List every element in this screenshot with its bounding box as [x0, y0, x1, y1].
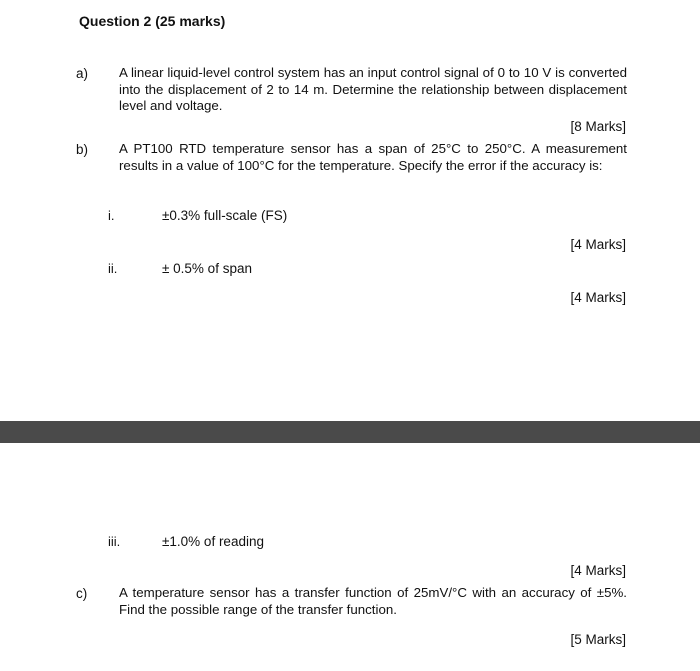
part-a-text: A linear liquid-level control system has an input control signal of 0 to 10 V is converted into the displacement of 2 to 14 m. Determine the relationship between displacement level and voltage.: [119, 65, 627, 113]
part-b-i-marks: [4 Marks]: [570, 237, 626, 252]
part-b-i-label: i.: [108, 208, 115, 223]
part-b-iii-text: ±1.0% of reading: [162, 534, 264, 549]
page-break-divider: [0, 421, 700, 443]
part-b-ii-text: ± 0.5% of span: [162, 261, 252, 276]
part-b-iii-label: iii.: [108, 534, 121, 549]
part-c-text: A temperature sensor has a transfer function of 25mV/°C with an accuracy of ±5%. Find the possible range of the transfer function.: [119, 585, 627, 617]
part-b-ii-marks: [4 Marks]: [570, 290, 626, 305]
question-title: Question 2 (25 marks): [79, 13, 226, 29]
part-a-marks: [8 Marks]: [570, 119, 626, 134]
part-b-i-text: ±0.3% full-scale (FS): [162, 208, 288, 223]
part-b-iii-marks: [4 Marks]: [570, 563, 626, 578]
part-a-label: a): [76, 66, 89, 81]
part-c-label: c): [76, 586, 88, 601]
part-c-marks: [5 Marks]: [570, 632, 626, 647]
part-b-label: b): [76, 142, 89, 157]
part-b-ii-label: ii.: [108, 261, 118, 276]
part-b-text: A PT100 RTD temperature sensor has a span of 25°C to 250°C. A measurement results in a value of 100°C for the temperature. Specify the error if the accuracy is:: [119, 141, 627, 173]
